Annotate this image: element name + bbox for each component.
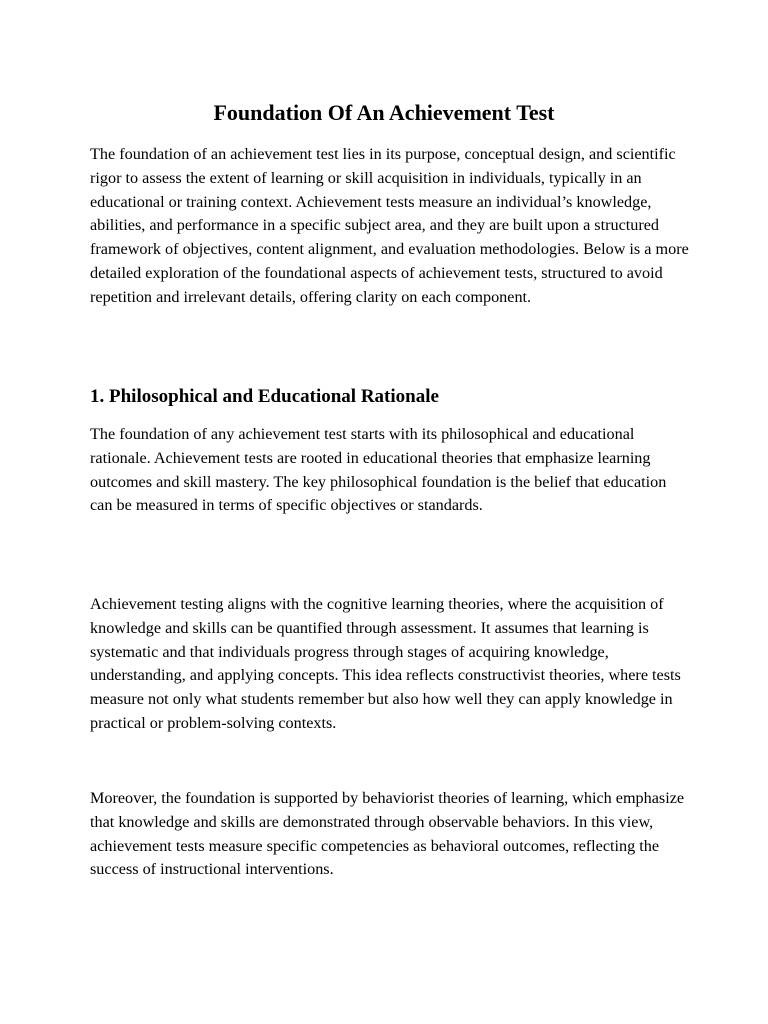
intro-paragraph: The foundation of an achievement test lies in its purpose, conceptual design, and scientific rigor to assess the extent of learning or skill acquisition in individuals, typically in an educational or training context. Achievement tests measure an individual’s knowledge, abilities, and performance in a specific subject area, and they are built upon a structured framework of objectives, content alignment, and evaluation methodologies. Below is a more detailed exploration of the foundational aspects of achievement tests, structured to avoid repetition and irrelevant details, offering clarity on each component.: [90, 145, 689, 306]
section-heading: 1. Philosophical and Educational Rationale: [90, 386, 439, 407]
section-paragraph: Moreover, the foundation is supported by behaviorist theories of learning, which emphasize that knowledge and skills are demonstrated through observable behaviors. In this view, achievement tests measure specific competencies as behavioral outcomes, reflecting the success of instructional interventions.: [90, 789, 685, 879]
section-paragraph: The foundation of any achievement test starts with its philosophical and educational rationale. Achievement tests are rooted in educational theories that emphasize learning outcomes and skill mastery. The key philosophical foundation is the belief that education can be measured in terms of specific objectives or standards.: [90, 425, 667, 515]
section-paragraph: Achievement testing aligns with the cognitive learning theories, where the acquisition of knowledge and skills can be quantified through assessment. It assumes that learning is systematic and that individuals progress through stages of acquiring knowledge, understanding, and applying concepts. This idea reflects constructivist theories, where tests measure not only what students remember but also how well they can apply knowledge in practical or problem-solving contexts.: [90, 595, 681, 732]
document-title: Foundation Of An Achievement Test: [213, 100, 555, 125]
